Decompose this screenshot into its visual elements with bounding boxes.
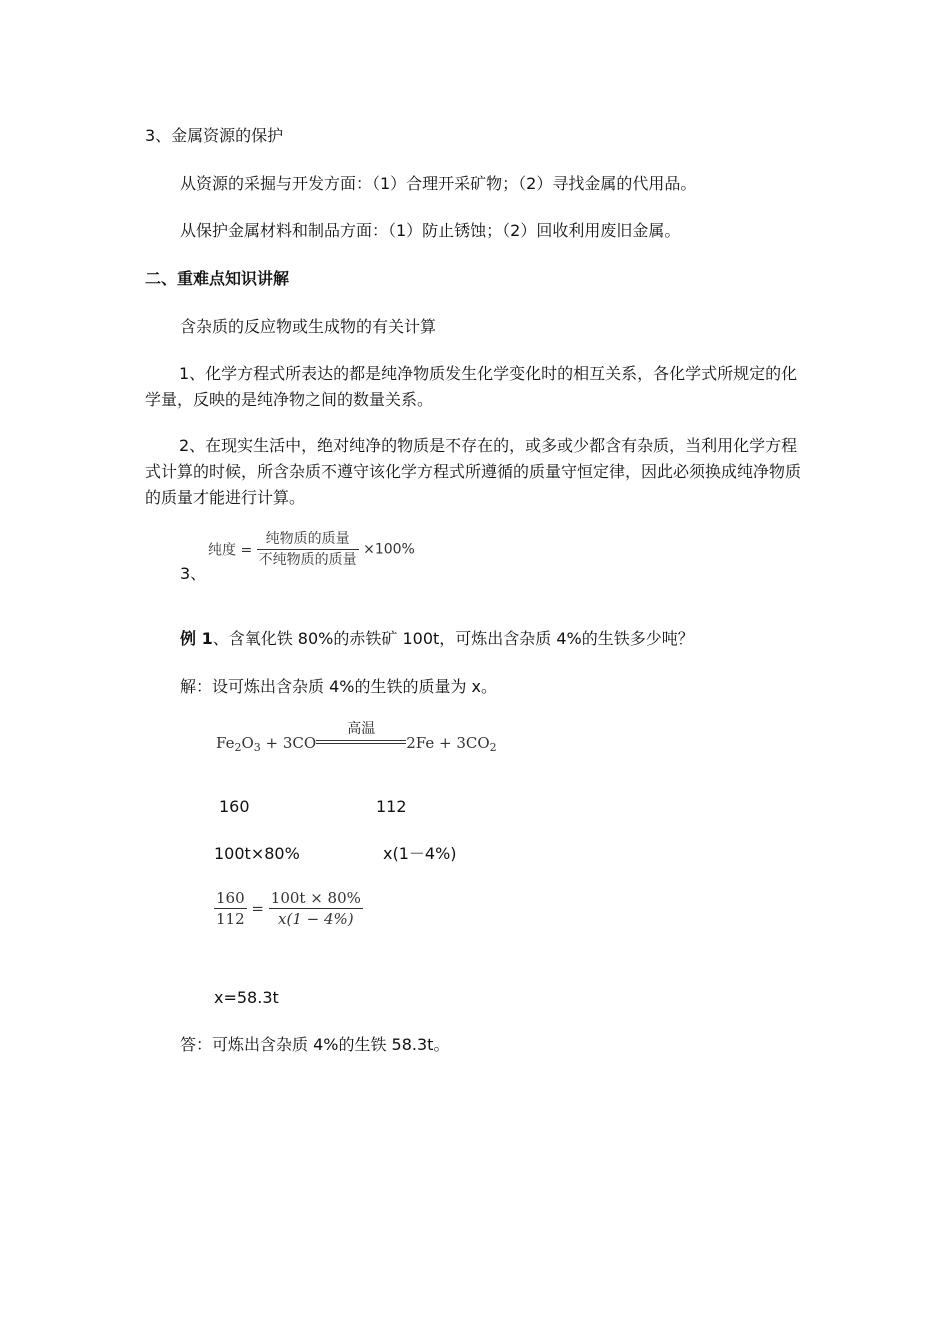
equals-bar-top [316,740,406,741]
ratio-equation [214,889,363,928]
point-1: 1、化学方程式所表达的都是纯净物质发生化学变化时的相互关系，各化学式所规定的化学量，反映的是纯净物之间的数量关系。 [145,364,798,409]
molar-mass-right: 112 [376,797,407,816]
purity-denominator: 不纯物质的质量 [258,552,357,568]
reactant-o: O [241,734,254,752]
given-right: x(1－4%) [383,844,457,863]
reactant-fe: Fe [216,734,235,752]
molar-mass-left: 160 [219,797,250,816]
section-title: 3、金属资源的保护 [145,126,284,145]
reactant-sub-2: 3 [253,741,261,754]
purity-fraction [257,530,359,569]
product-sub: 2 [489,741,497,754]
products: 2Fe + 3CO [406,734,490,752]
reaction-condition [316,721,406,754]
point-3-label: 3、 [180,564,207,583]
ratio-left-den: 112 [216,910,245,928]
point-2: 2、在现实生活中，绝对纯净的物质是不存在的，或多或少都含有杂质，当利用化学方程式计算的时候，所含杂质不遵守该化学方程式所遵循的质量守恒定律，因此必须换成纯净物质的质量才能进行计算。 [145,436,802,507]
ratio-right [269,889,363,928]
reactant-sub-1: 2 [234,741,242,754]
equals-bar-bottom [316,743,406,744]
given-left: 100t×80% [214,844,300,863]
topic-line: 含杂质的反应物或生成物的有关计算 [180,317,437,336]
reactant-co: + 3CO [260,734,317,752]
protection-measures: 从保护金属材料和制品方面：（1）防止锈蚀；（2）回收利用废旧金属。 [180,221,681,240]
ratio-right-num: 100t × 80% [270,889,361,907]
purity-factor: ×100% [363,541,415,558]
result: x=58.3t [214,988,279,1007]
example-label: 例 1 [180,629,213,648]
example-question [180,627,694,651]
purity-lhs: 纯度 = [208,542,253,559]
ratio-left-num: 160 [216,889,245,907]
purity-numerator: 纯物质的质量 [257,530,359,550]
ratio-right-den: x(1 − 4%) [278,910,354,928]
ratio-equals: = [251,899,264,918]
solution-intro: 解：设可炼出含杂质 4%的生铁的质量为 x。 [180,677,498,696]
purity-formula [208,530,415,569]
answer: 答：可炼出含杂质 4%的生铁 58.3t。 [180,1035,450,1054]
chemical-equation [216,721,497,754]
ratio-left [214,889,247,928]
example-text: 、含氧化铁 80%的赤铁矿 100t，可炼出含杂质 4%的生铁多少吨？ [212,629,694,648]
mining-measures: 从资源的采掘与开发方面：（1）合理开采矿物；（2）寻找金属的代用品。 [180,174,697,193]
condition-label: 高温 [347,721,376,737]
section-heading: 二、重难点知识讲解 [145,269,290,288]
